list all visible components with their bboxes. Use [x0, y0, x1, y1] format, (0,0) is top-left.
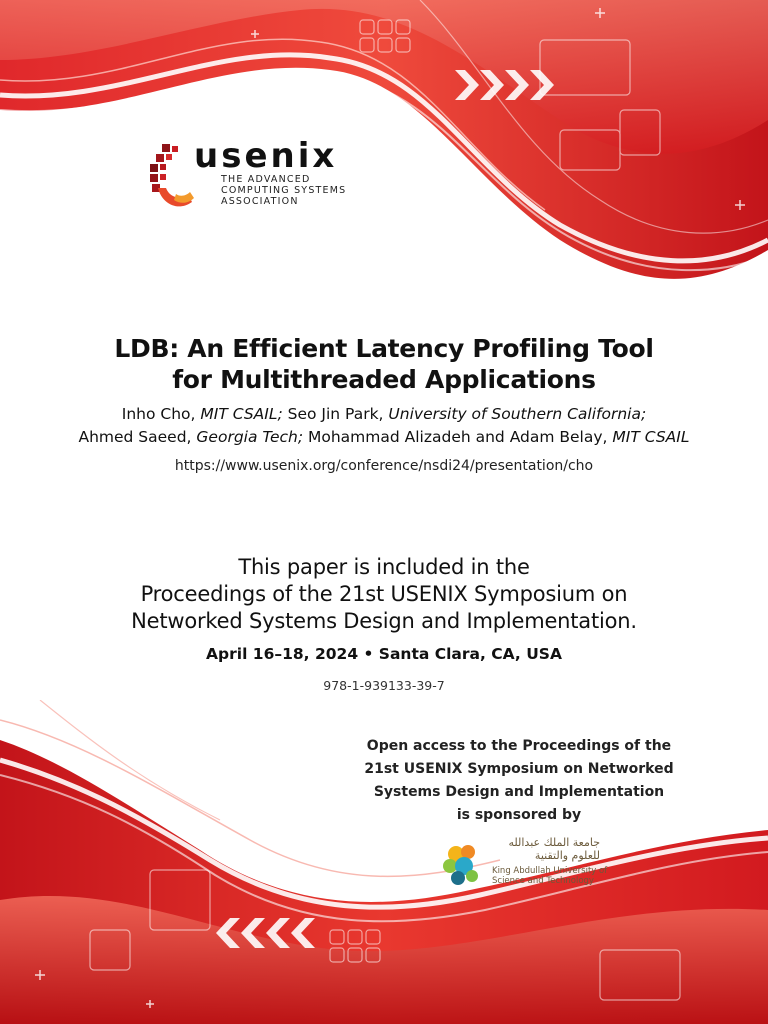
kaust-emblem-icon: [438, 840, 488, 890]
author-name: Seo Jin Park,: [282, 405, 389, 423]
open-access-line: 21st USENIX Symposium on Networked: [364, 761, 674, 777]
author-affiliation: MIT CSAIL;: [200, 405, 283, 423]
author-affiliation: MIT CSAIL: [612, 428, 690, 446]
sponsor-english-line: King Abdullah University of: [492, 866, 608, 876]
author-line: [0, 403, 768, 426]
author-name: Ahmed Saeed,: [78, 428, 197, 446]
sponsor-arabic-line: جامعة الملك عبدالله: [508, 836, 600, 849]
proceedings-statement: [0, 554, 768, 635]
tagline-line: ASSOCIATION: [221, 196, 299, 207]
author-affiliation: University of Southern California;: [388, 405, 647, 423]
usenix-tagline: [221, 174, 346, 207]
proceedings-line: This paper is included in the: [238, 555, 530, 579]
usenix-wordmark: usenix: [194, 136, 338, 176]
sponsor-english-line: Science and Technology: [492, 876, 594, 886]
author-list: [0, 403, 768, 449]
paper-title: [0, 333, 768, 395]
presentation-link[interactable]: https://www.usenix.org/conference/nsdi24/presentation/cho: [174, 458, 594, 474]
title-line: LDB: An Efficient Latency Profiling Tool: [114, 334, 654, 363]
title-line: for Multithreaded Applications: [172, 365, 596, 394]
author-line: [0, 426, 768, 449]
tagline-line: THE ADVANCED: [221, 174, 311, 185]
open-access-statement: [360, 735, 678, 827]
header-wave-artwork: [0, 0, 768, 330]
open-access-line: Open access to the Proceedings of the: [366, 738, 672, 754]
author-name: Mohammad Alizadeh and Adam Belay,: [303, 428, 613, 446]
usenix-mark-icon: [148, 142, 196, 214]
usenix-logo: [148, 136, 368, 214]
open-access-line: is sponsored by: [456, 807, 582, 823]
kaust-logo: [438, 836, 618, 892]
open-access-line: Systems Design and Implementation: [373, 784, 665, 800]
tagline-line: COMPUTING SYSTEMS: [221, 185, 347, 196]
author-affiliation: Georgia Tech;: [196, 428, 304, 446]
sponsor-name-arabic: [492, 836, 600, 862]
author-name: Inho Cho,: [121, 405, 201, 423]
sponsor-arabic-line: للعلوم والتقنية: [534, 849, 600, 862]
conference-date-location: April 16–18, 2024 • Santa Clara, CA, USA: [206, 645, 562, 663]
sponsor-name-english: [492, 866, 607, 886]
proceedings-line: Proceedings of the 21st USENIX Symposium on: [140, 582, 628, 606]
isbn: 978-1-939133-39-7: [323, 678, 445, 693]
proceedings-line: Networked Systems Design and Implementation.: [131, 609, 637, 633]
